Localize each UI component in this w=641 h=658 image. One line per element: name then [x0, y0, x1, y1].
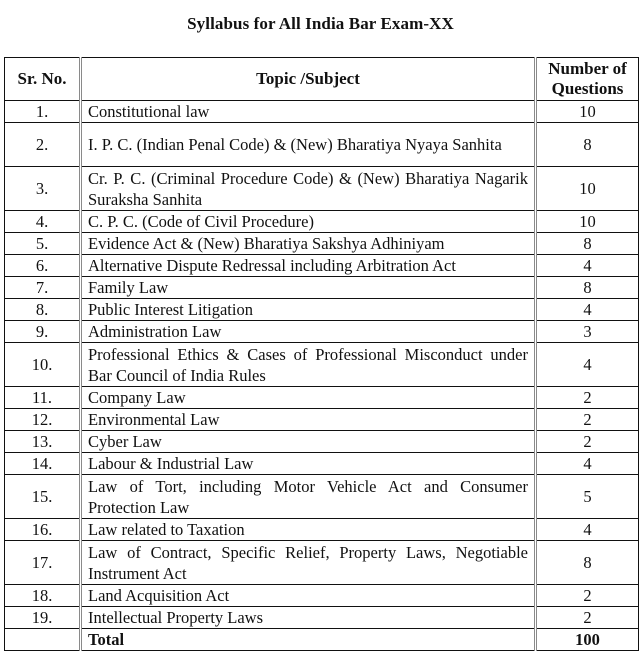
table-row [5, 101, 639, 123]
table-row [5, 321, 639, 343]
table-row [5, 123, 639, 167]
sr-no-cell: 19. [5, 607, 81, 629]
topic-cell: I. P. C. (Indian Penal Code) & (New) Bharatiya Nyaya Sanhita [81, 123, 536, 167]
page-title: Syllabus for All India Bar Exam-XX [187, 14, 454, 33]
table-row [5, 453, 639, 475]
topic-cell: Constitutional law [81, 101, 536, 123]
topic-cell: Cyber Law [81, 431, 536, 453]
questions-cell: 10 [536, 167, 639, 211]
topic-cell: Evidence Act & (New) Bharatiya Sakshya Adhiniyam [81, 233, 536, 255]
total-sr-cell [5, 629, 81, 651]
questions-cell: 8 [536, 233, 639, 255]
questions-cell: 8 [536, 277, 639, 299]
header-topic: Topic /Subject [81, 58, 536, 101]
questions-cell: 8 [536, 123, 639, 167]
questions-cell: 2 [536, 607, 639, 629]
questions-cell: 4 [536, 453, 639, 475]
sr-no-cell: 10. [5, 343, 81, 387]
questions-cell: 4 [536, 299, 639, 321]
sr-no-cell: 5. [5, 233, 81, 255]
questions-cell: 4 [536, 343, 639, 387]
topic-cell: Environmental Law [81, 409, 536, 431]
topic-cell: Law of Contract, Specific Relief, Property Laws, Negotiable Instrument Act [81, 541, 536, 585]
sr-no-cell: 15. [5, 475, 81, 519]
total-row [5, 629, 639, 651]
table-row [5, 475, 639, 519]
topic-cell: Alternative Dispute Redressal including Arbitration Act [81, 255, 536, 277]
questions-cell: 2 [536, 387, 639, 409]
header-sr-no: Sr. No. [5, 58, 81, 101]
sr-no-cell: 13. [5, 431, 81, 453]
table-row [5, 255, 639, 277]
sr-no-cell: 12. [5, 409, 81, 431]
questions-cell: 3 [536, 321, 639, 343]
table-row [5, 167, 639, 211]
topic-cell: Family Law [81, 277, 536, 299]
header-number-of-questions: Number of Questions [536, 58, 639, 101]
sr-no-cell: 6. [5, 255, 81, 277]
questions-cell: 10 [536, 101, 639, 123]
topic-cell: Intellectual Property Laws [81, 607, 536, 629]
questions-cell: 2 [536, 431, 639, 453]
topic-cell: Administration Law [81, 321, 536, 343]
sr-no-cell: 7. [5, 277, 81, 299]
topic-cell: Land Acquisition Act [81, 585, 536, 607]
table-row [5, 387, 639, 409]
table-row [5, 277, 639, 299]
topic-cell: Cr. P. C. (Criminal Procedure Code) & (New) Bharatiya Nagarik Suraksha Sanhita [81, 167, 536, 211]
sr-no-cell: 11. [5, 387, 81, 409]
sr-no-cell: 8. [5, 299, 81, 321]
questions-cell: 2 [536, 409, 639, 431]
questions-cell: 5 [536, 475, 639, 519]
questions-cell: 4 [536, 519, 639, 541]
table-row [5, 233, 639, 255]
table-row [5, 299, 639, 321]
table-row [5, 541, 639, 585]
table-row [5, 607, 639, 629]
topic-cell: Professional Ethics & Cases of Professional Misconduct under Bar Council of India Rules [81, 343, 536, 387]
sr-no-cell: 9. [5, 321, 81, 343]
sr-no-cell: 16. [5, 519, 81, 541]
table-row [5, 585, 639, 607]
questions-cell: 2 [536, 585, 639, 607]
topic-cell: Labour & Industrial Law [81, 453, 536, 475]
table-row [5, 431, 639, 453]
table-row [5, 211, 639, 233]
table-row [5, 343, 639, 387]
questions-cell: 8 [536, 541, 639, 585]
sr-no-cell: 3. [5, 167, 81, 211]
table-row [5, 409, 639, 431]
table-header-row [5, 58, 639, 101]
sr-no-cell: 18. [5, 585, 81, 607]
syllabus-table [4, 57, 639, 651]
table-row [5, 519, 639, 541]
sr-no-cell: 2. [5, 123, 81, 167]
topic-cell: Public Interest Litigation [81, 299, 536, 321]
topic-cell: Company Law [81, 387, 536, 409]
questions-cell: 10 [536, 211, 639, 233]
sr-no-cell: 1. [5, 101, 81, 123]
topic-cell: Law related to Taxation [81, 519, 536, 541]
questions-cell: 4 [536, 255, 639, 277]
sr-no-cell: 14. [5, 453, 81, 475]
sr-no-cell: 17. [5, 541, 81, 585]
total-questions: 100 [536, 629, 639, 651]
topic-cell: C. P. C. (Code of Civil Procedure) [81, 211, 536, 233]
topic-cell: Law of Tort, including Motor Vehicle Act and Consumer Protection Law [81, 475, 536, 519]
sr-no-cell: 4. [5, 211, 81, 233]
total-label: Total [81, 629, 536, 651]
